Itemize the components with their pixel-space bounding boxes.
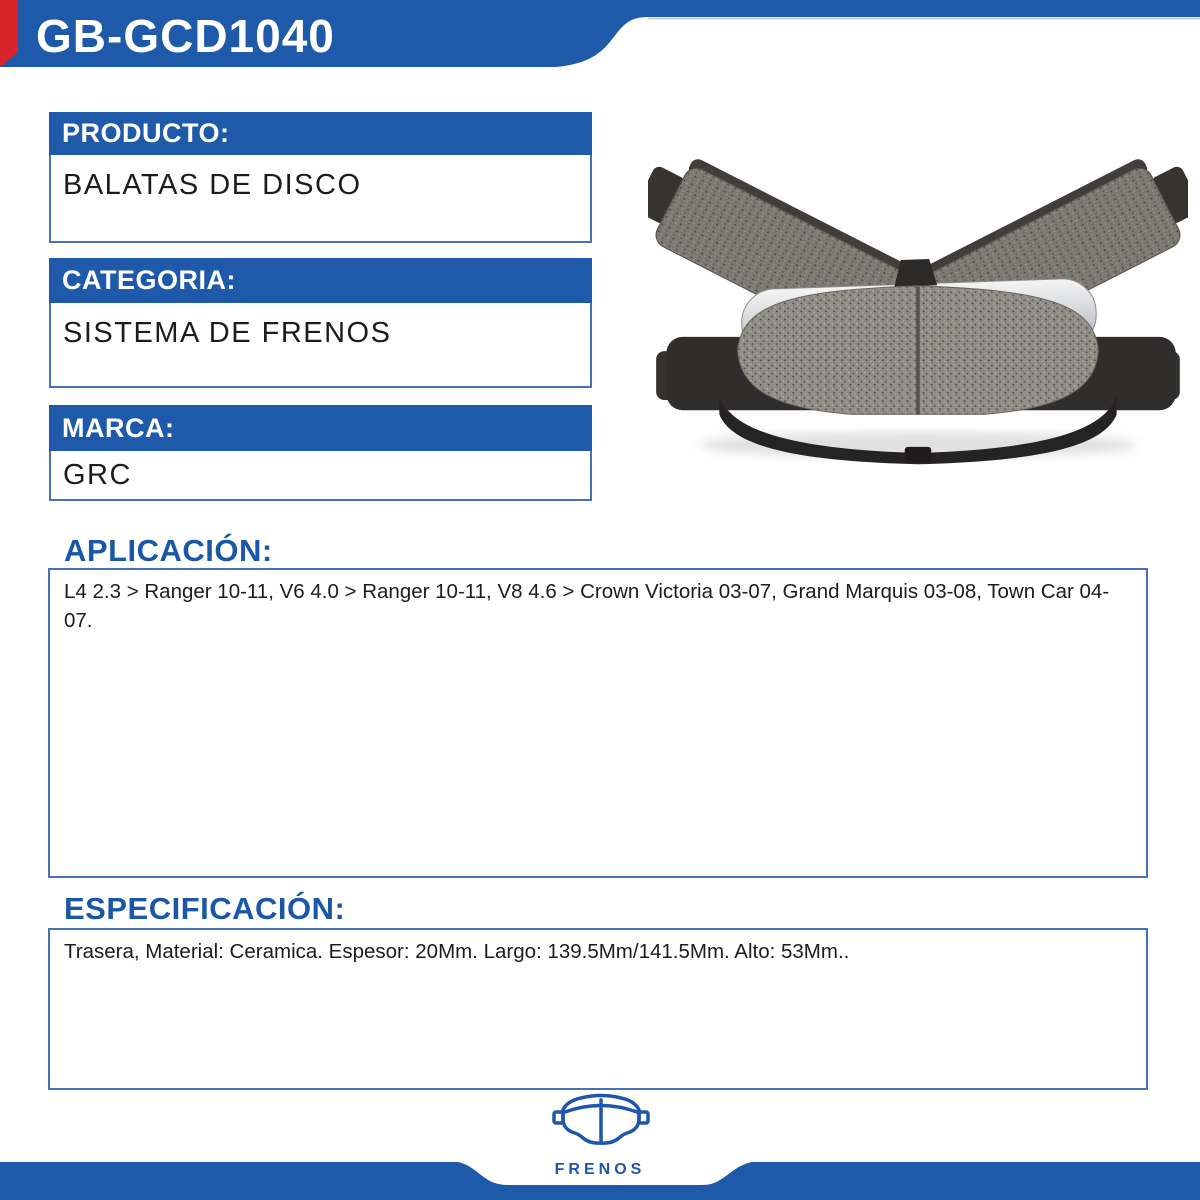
- especificacion-box: [48, 928, 1148, 1090]
- footer-brand-label: FRENOS: [554, 1161, 646, 1178]
- brake-pad-icon: [554, 1096, 648, 1144]
- aplicacion-text: L4 2.3 > Ranger 10-11, V6 4.0 > Ranger 10-11, V8 4.6 > Crown Victoria 03-07, Grand Marquis 03-08, Town Car 04-07.: [64, 580, 1110, 632]
- brake-pads-illustration: [648, 110, 1188, 468]
- especificacion-heading: ESPECIFICACIÓN:: [64, 891, 346, 926]
- categoria-label: CATEGORIA:: [49, 258, 592, 303]
- marca-value: GRC: [49, 451, 592, 501]
- footer-band: [0, 1080, 1200, 1200]
- product-sku-title: GB-GCD1040: [36, 10, 335, 62]
- aplicacion-box: [48, 568, 1148, 878]
- field-producto: [49, 112, 592, 243]
- product-photo: [648, 110, 1188, 468]
- categoria-value: SISTEMA DE FRENOS: [49, 303, 592, 388]
- producto-value: BALATAS DE DISCO: [49, 155, 592, 243]
- producto-label: PRODUCTO:: [49, 112, 592, 155]
- field-marca: [49, 405, 592, 501]
- aplicacion-heading: APLICACIÓN:: [64, 533, 273, 568]
- field-categoria: [49, 258, 592, 388]
- especificacion-text: Trasera, Material: Ceramica. Espesor: 20Mm. Largo: 139.5Mm/141.5Mm. Alto: 53Mm..: [64, 940, 850, 963]
- marca-label: MARCA:: [49, 405, 592, 451]
